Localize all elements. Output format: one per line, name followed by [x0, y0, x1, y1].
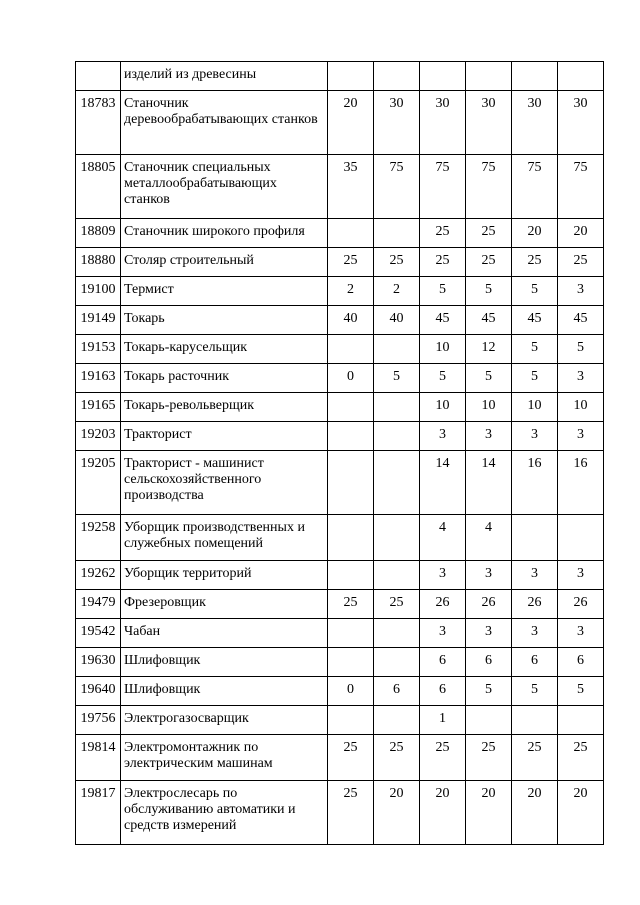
value-cell-6: 20 — [558, 219, 604, 248]
value-cell-3: 5 — [420, 364, 466, 393]
profession-name-cell: Шлифовщик — [121, 648, 328, 677]
value-cell-2 — [374, 619, 420, 648]
profession-name-cell: Токарь-карусельщик — [121, 335, 328, 364]
value-cell-2: 25 — [374, 735, 420, 781]
value-cell-1 — [328, 335, 374, 364]
value-cell-6: 5 — [558, 677, 604, 706]
table-row — [76, 364, 604, 393]
value-cell-2: 20 — [374, 781, 420, 845]
value-cell-5: 16 — [512, 451, 558, 515]
value-cell-4: 30 — [466, 91, 512, 155]
value-cell-5: 25 — [512, 248, 558, 277]
profession-name-cell: Уборщик территорий — [121, 561, 328, 590]
value-cell-6 — [558, 62, 604, 91]
table-row — [76, 619, 604, 648]
value-cell-5: 5 — [512, 364, 558, 393]
value-cell-3: 6 — [420, 648, 466, 677]
profession-name-cell: Токарь расточник — [121, 364, 328, 393]
value-cell-1 — [328, 706, 374, 735]
value-cell-1: 0 — [328, 364, 374, 393]
value-cell-3: 14 — [420, 451, 466, 515]
value-cell-3: 10 — [420, 393, 466, 422]
value-cell-4: 14 — [466, 451, 512, 515]
value-cell-5: 3 — [512, 561, 558, 590]
table-row — [76, 648, 604, 677]
profession-code-cell: 19640 — [76, 677, 121, 706]
value-cell-3: 25 — [420, 735, 466, 781]
value-cell-6: 75 — [558, 155, 604, 219]
value-cell-1: 25 — [328, 735, 374, 781]
profession-code-cell: 19205 — [76, 451, 121, 515]
value-cell-1: 25 — [328, 248, 374, 277]
value-cell-3 — [420, 62, 466, 91]
profession-code-cell: 18809 — [76, 219, 121, 248]
profession-code-cell: 19479 — [76, 590, 121, 619]
value-cell-3: 45 — [420, 306, 466, 335]
value-cell-1 — [328, 648, 374, 677]
table-row — [76, 62, 604, 91]
value-cell-2 — [374, 515, 420, 561]
value-cell-2 — [374, 335, 420, 364]
value-cell-3: 30 — [420, 91, 466, 155]
profession-name-cell: Чабан — [121, 619, 328, 648]
value-cell-1: 40 — [328, 306, 374, 335]
value-cell-2 — [374, 451, 420, 515]
profession-code-cell: 19756 — [76, 706, 121, 735]
profession-code-cell: 19203 — [76, 422, 121, 451]
profession-code-cell: 19153 — [76, 335, 121, 364]
table-row — [76, 306, 604, 335]
value-cell-4 — [466, 62, 512, 91]
value-cell-4 — [466, 706, 512, 735]
value-cell-3: 6 — [420, 677, 466, 706]
value-cell-3: 20 — [420, 781, 466, 845]
profession-name-cell: изделий из древесины — [121, 62, 328, 91]
value-cell-1 — [328, 393, 374, 422]
value-cell-6: 10 — [558, 393, 604, 422]
table-row — [76, 515, 604, 561]
value-cell-5: 5 — [512, 277, 558, 306]
profession-code-cell: 18880 — [76, 248, 121, 277]
value-cell-2: 75 — [374, 155, 420, 219]
profession-code-cell: 18783 — [76, 91, 121, 155]
value-cell-3: 3 — [420, 422, 466, 451]
value-cell-4: 5 — [466, 677, 512, 706]
profession-code-cell: 19100 — [76, 277, 121, 306]
value-cell-6 — [558, 706, 604, 735]
value-cell-6: 6 — [558, 648, 604, 677]
profession-name-cell: Тракторист - машинист сельскохозяйственного производства — [121, 451, 328, 515]
profession-code-cell: 19149 — [76, 306, 121, 335]
value-cell-6: 16 — [558, 451, 604, 515]
value-cell-1: 25 — [328, 781, 374, 845]
profession-name-cell: Станочник широкого профиля — [121, 219, 328, 248]
value-cell-5 — [512, 515, 558, 561]
value-cell-1: 25 — [328, 590, 374, 619]
value-cell-5: 20 — [512, 219, 558, 248]
value-cell-2 — [374, 648, 420, 677]
value-cell-4: 26 — [466, 590, 512, 619]
value-cell-3: 3 — [420, 619, 466, 648]
value-cell-5: 25 — [512, 735, 558, 781]
table-row — [76, 422, 604, 451]
value-cell-6: 20 — [558, 781, 604, 845]
table-row — [76, 781, 604, 845]
value-cell-6: 3 — [558, 422, 604, 451]
profession-code-cell: 18805 — [76, 155, 121, 219]
value-cell-4: 6 — [466, 648, 512, 677]
profession-name-cell: Электрогазосварщик — [121, 706, 328, 735]
value-cell-4: 20 — [466, 781, 512, 845]
value-cell-2 — [374, 561, 420, 590]
value-cell-5: 3 — [512, 422, 558, 451]
profession-name-cell: Станочник деревообрабатывающих станков — [121, 91, 328, 155]
profession-code-cell: 19165 — [76, 393, 121, 422]
value-cell-1: 0 — [328, 677, 374, 706]
value-cell-2 — [374, 706, 420, 735]
value-cell-1 — [328, 451, 374, 515]
table-row — [76, 277, 604, 306]
value-cell-4: 12 — [466, 335, 512, 364]
value-cell-2: 30 — [374, 91, 420, 155]
value-cell-6: 3 — [558, 619, 604, 648]
table-body — [76, 62, 604, 845]
profession-code-cell: 19814 — [76, 735, 121, 781]
value-cell-4: 75 — [466, 155, 512, 219]
value-cell-4: 4 — [466, 515, 512, 561]
document-page — [75, 61, 603, 845]
value-cell-4: 5 — [466, 364, 512, 393]
value-cell-5: 3 — [512, 619, 558, 648]
value-cell-4: 25 — [466, 248, 512, 277]
value-cell-4: 3 — [466, 422, 512, 451]
value-cell-2 — [374, 393, 420, 422]
profession-name-cell: Столяр строительный — [121, 248, 328, 277]
profession-name-cell: Электромонтажник по электрическим машинам — [121, 735, 328, 781]
table-row — [76, 451, 604, 515]
value-cell-5: 20 — [512, 781, 558, 845]
value-cell-4: 3 — [466, 619, 512, 648]
value-cell-5 — [512, 706, 558, 735]
profession-code-cell — [76, 62, 121, 91]
table-row — [76, 590, 604, 619]
profession-name-cell: Электрослесарь по обслуживанию автоматики и средств измерений — [121, 781, 328, 845]
profession-name-cell: Тракторист — [121, 422, 328, 451]
value-cell-1 — [328, 561, 374, 590]
table-row — [76, 335, 604, 364]
profession-name-cell: Термист — [121, 277, 328, 306]
profession-code-cell: 19542 — [76, 619, 121, 648]
profession-code-cell: 19258 — [76, 515, 121, 561]
value-cell-3: 3 — [420, 561, 466, 590]
table-row — [76, 677, 604, 706]
profession-code-cell: 19262 — [76, 561, 121, 590]
value-cell-2 — [374, 219, 420, 248]
value-cell-1 — [328, 515, 374, 561]
table-row — [76, 248, 604, 277]
value-cell-2: 25 — [374, 248, 420, 277]
value-cell-2: 40 — [374, 306, 420, 335]
value-cell-5 — [512, 62, 558, 91]
value-cell-1 — [328, 619, 374, 648]
value-cell-1 — [328, 219, 374, 248]
value-cell-5: 30 — [512, 91, 558, 155]
value-cell-3: 10 — [420, 335, 466, 364]
value-cell-3: 25 — [420, 248, 466, 277]
value-cell-2: 5 — [374, 364, 420, 393]
value-cell-6: 25 — [558, 735, 604, 781]
value-cell-4: 25 — [466, 735, 512, 781]
value-cell-6: 26 — [558, 590, 604, 619]
value-cell-1 — [328, 422, 374, 451]
value-cell-5: 5 — [512, 677, 558, 706]
value-cell-1: 20 — [328, 91, 374, 155]
value-cell-1: 2 — [328, 277, 374, 306]
value-cell-6 — [558, 515, 604, 561]
value-cell-6: 25 — [558, 248, 604, 277]
value-cell-3: 25 — [420, 219, 466, 248]
table-row — [76, 393, 604, 422]
profession-name-cell: Токарь-револьверщик — [121, 393, 328, 422]
profession-name-cell: Шлифовщик — [121, 677, 328, 706]
table-row — [76, 706, 604, 735]
profession-name-cell: Фрезеровщик — [121, 590, 328, 619]
value-cell-2: 2 — [374, 277, 420, 306]
value-cell-6: 3 — [558, 277, 604, 306]
table-row — [76, 155, 604, 219]
value-cell-5: 5 — [512, 335, 558, 364]
value-cell-6: 30 — [558, 91, 604, 155]
value-cell-5: 26 — [512, 590, 558, 619]
table-row — [76, 561, 604, 590]
profession-name-cell: Уборщик производственных и служебных помещений — [121, 515, 328, 561]
value-cell-6: 45 — [558, 306, 604, 335]
value-cell-1: 35 — [328, 155, 374, 219]
table-row — [76, 91, 604, 155]
profession-name-cell: Токарь — [121, 306, 328, 335]
value-cell-4: 5 — [466, 277, 512, 306]
value-cell-3: 4 — [420, 515, 466, 561]
value-cell-4: 25 — [466, 219, 512, 248]
value-cell-4: 10 — [466, 393, 512, 422]
value-cell-5: 75 — [512, 155, 558, 219]
profession-code-cell: 19163 — [76, 364, 121, 393]
value-cell-3: 75 — [420, 155, 466, 219]
value-cell-6: 3 — [558, 364, 604, 393]
professions-table — [75, 61, 604, 845]
value-cell-1 — [328, 62, 374, 91]
table-row — [76, 735, 604, 781]
value-cell-5: 6 — [512, 648, 558, 677]
value-cell-5: 10 — [512, 393, 558, 422]
value-cell-3: 26 — [420, 590, 466, 619]
value-cell-4: 3 — [466, 561, 512, 590]
value-cell-5: 45 — [512, 306, 558, 335]
value-cell-2 — [374, 62, 420, 91]
value-cell-2: 25 — [374, 590, 420, 619]
value-cell-2 — [374, 422, 420, 451]
profession-code-cell: 19630 — [76, 648, 121, 677]
value-cell-6: 5 — [558, 335, 604, 364]
profession-name-cell: Станочник специальных металлообрабатывающих станков — [121, 155, 328, 219]
value-cell-6: 3 — [558, 561, 604, 590]
table-row — [76, 219, 604, 248]
value-cell-3: 1 — [420, 706, 466, 735]
value-cell-2: 6 — [374, 677, 420, 706]
profession-code-cell: 19817 — [76, 781, 121, 845]
value-cell-3: 5 — [420, 277, 466, 306]
value-cell-4: 45 — [466, 306, 512, 335]
